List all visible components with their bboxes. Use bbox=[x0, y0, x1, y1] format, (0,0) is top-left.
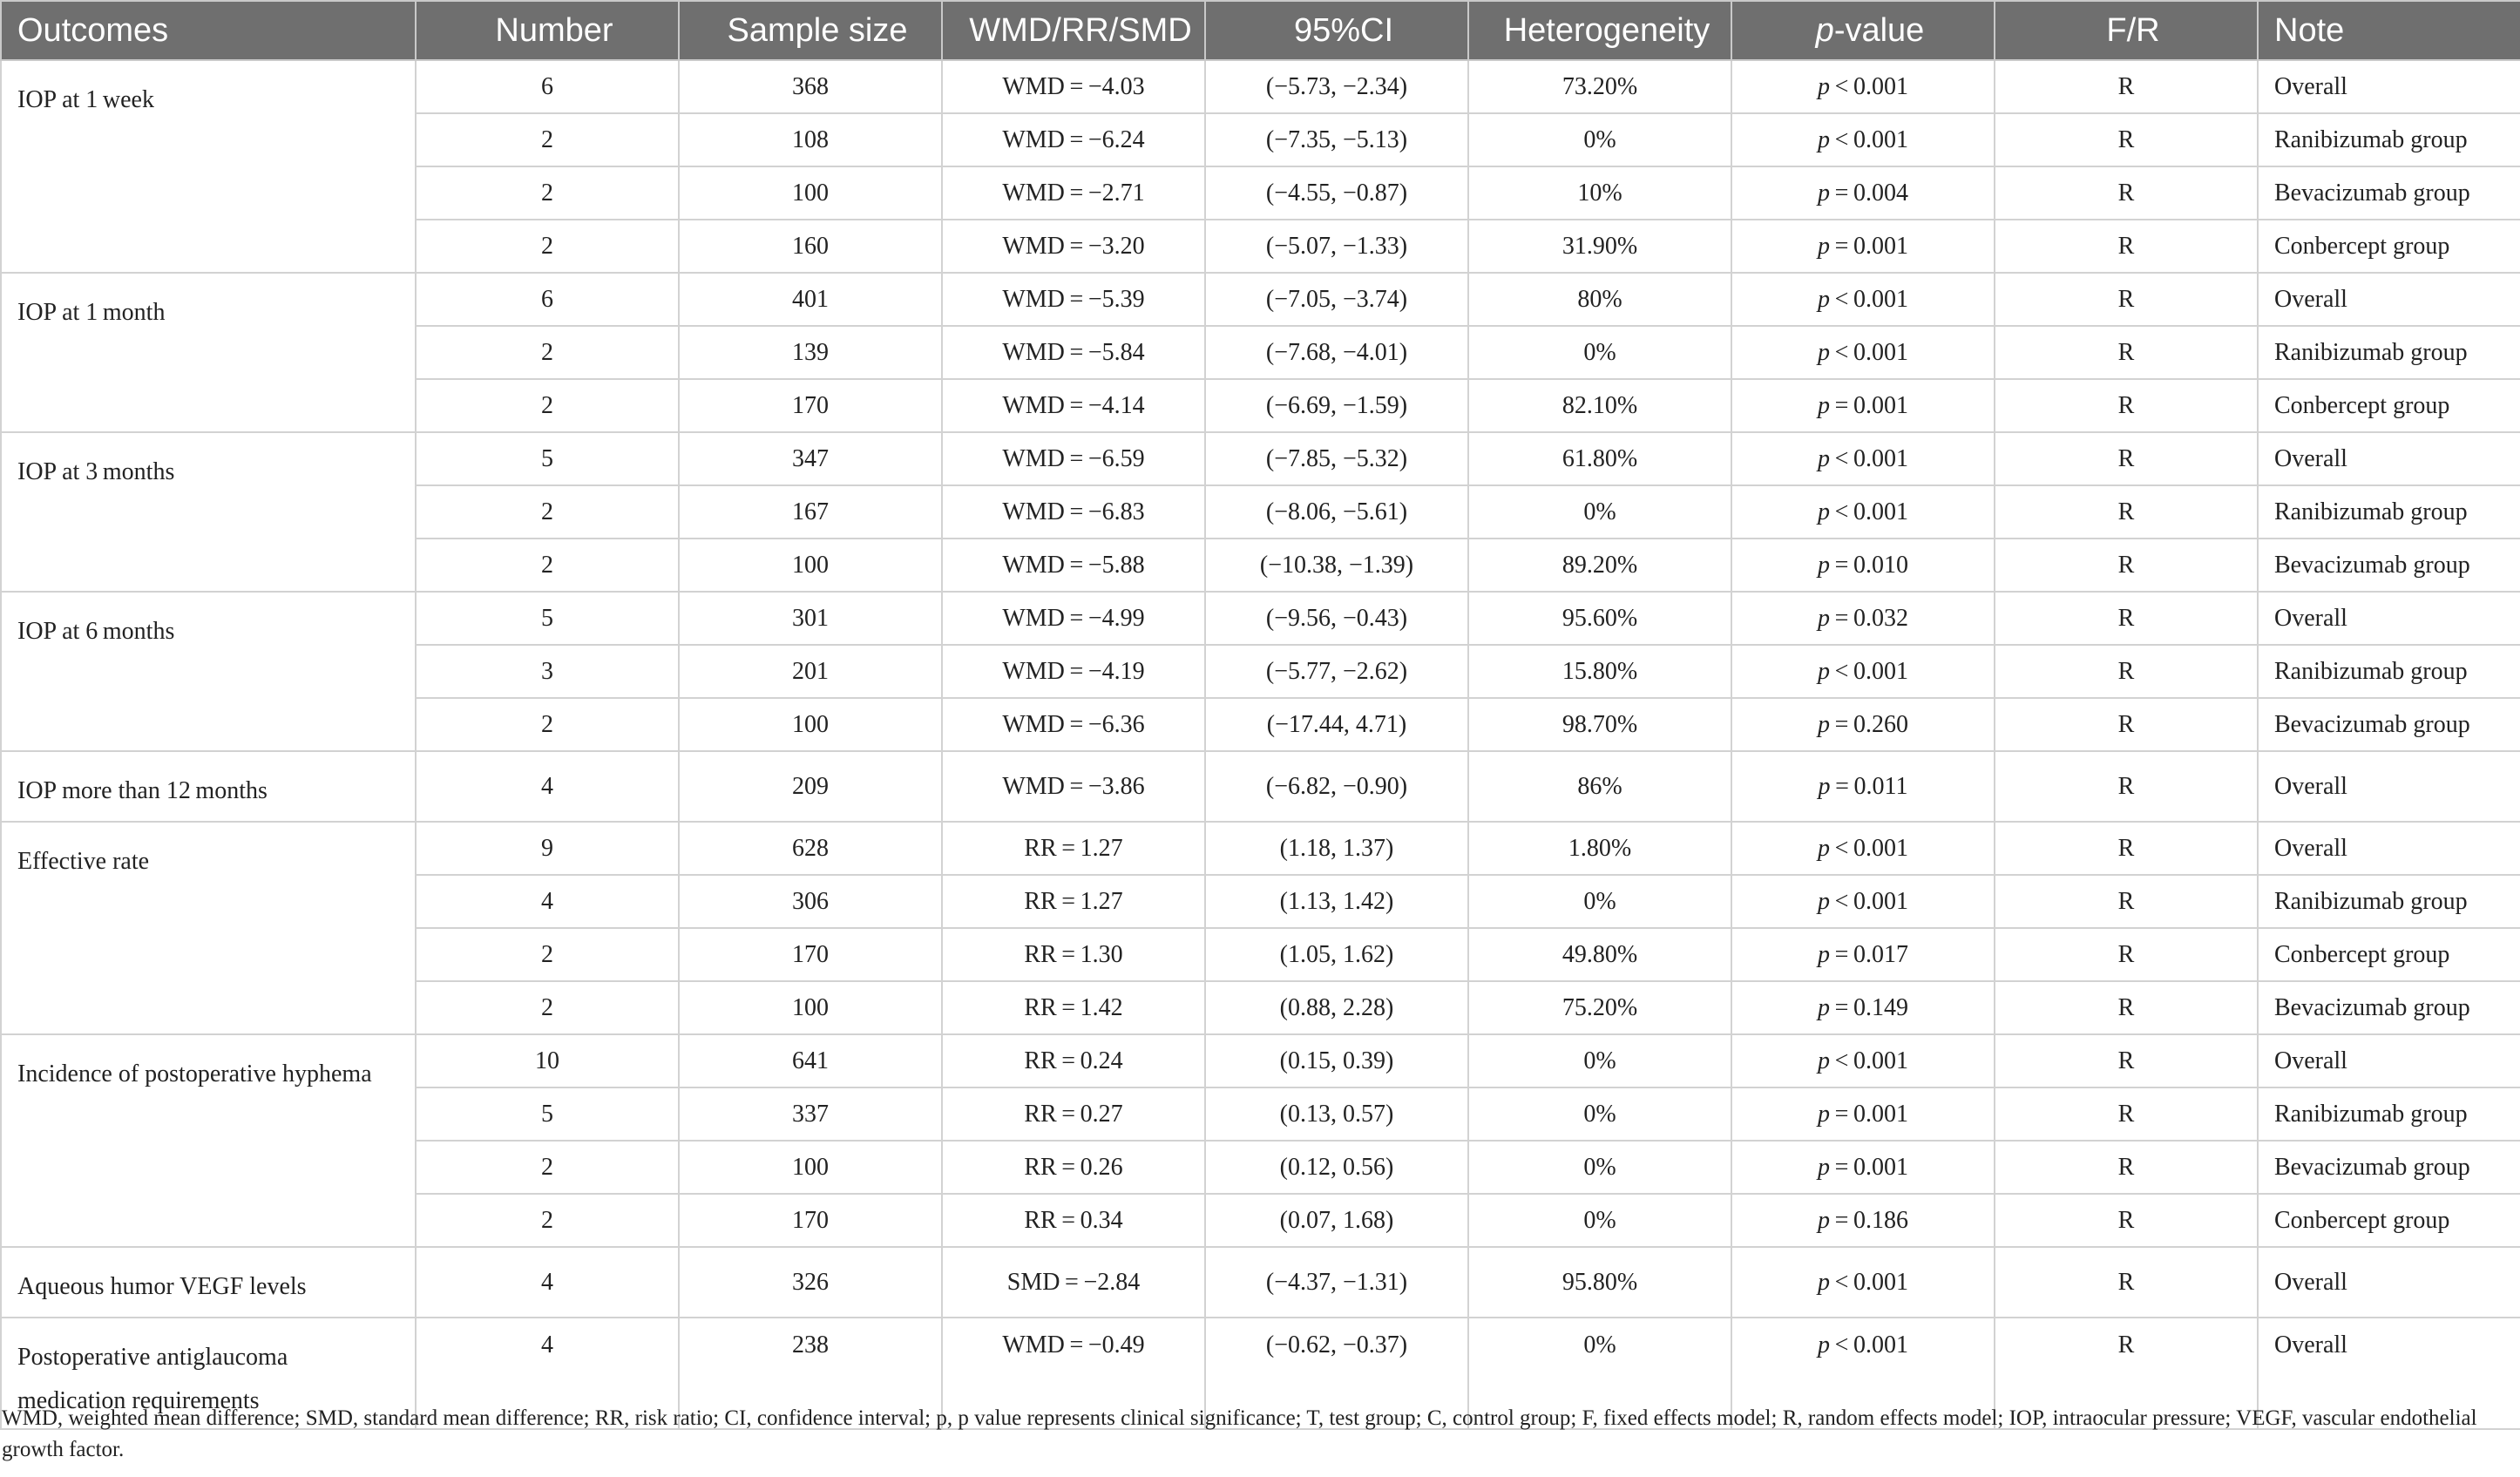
p-symbol: p bbox=[1818, 772, 1831, 800]
p-value-text: < 0.001 bbox=[1829, 72, 1908, 100]
p-symbol: p bbox=[1817, 1268, 1830, 1296]
p-value-cell bbox=[1731, 220, 1995, 273]
effect-cell: WMD = −4.03 bbox=[942, 60, 1205, 113]
note-cell: Overall bbox=[2258, 1034, 2520, 1087]
effect-cell: RR = 1.27 bbox=[942, 822, 1205, 875]
header-p-value bbox=[1731, 1, 1995, 60]
p-symbol: p bbox=[1817, 1206, 1830, 1234]
p-symbol: p bbox=[1817, 179, 1830, 207]
note-cell: Conbercept group bbox=[2258, 1194, 2520, 1247]
fr-cell: R bbox=[1995, 379, 2258, 432]
heterogeneity-cell: 98.70% bbox=[1468, 698, 1731, 751]
number-cell: 2 bbox=[416, 928, 679, 981]
number-cell: 5 bbox=[416, 592, 679, 645]
effect-cell: WMD = −4.14 bbox=[942, 379, 1205, 432]
note-cell: Ranibizumab group bbox=[2258, 1087, 2520, 1141]
table-row bbox=[1, 822, 2520, 875]
sample-size-cell: 100 bbox=[679, 539, 942, 592]
fr-cell: R bbox=[1995, 1247, 2258, 1318]
ci-cell: (1.05, 1.62) bbox=[1205, 928, 1468, 981]
p-value-text: = 0.001 bbox=[1829, 391, 1908, 419]
ci-cell: (0.13, 0.57) bbox=[1205, 1087, 1468, 1141]
p-value-cell bbox=[1731, 326, 1995, 379]
note-cell: Bevacizumab group bbox=[2258, 981, 2520, 1034]
heterogeneity-cell: 31.90% bbox=[1468, 220, 1731, 273]
fr-cell: R bbox=[1995, 645, 2258, 698]
p-value-text: = 0.011 bbox=[1830, 772, 1908, 800]
p-value-text: = 0.149 bbox=[1829, 993, 1908, 1021]
sample-size-cell: 347 bbox=[679, 432, 942, 485]
ci-cell: (−4.55, −0.87) bbox=[1205, 166, 1468, 220]
fr-cell: R bbox=[1995, 1087, 2258, 1141]
fr-cell: R bbox=[1995, 751, 2258, 822]
sample-size-cell: 326 bbox=[679, 1247, 942, 1318]
effect-cell: RR = 0.27 bbox=[942, 1087, 1205, 1141]
p-value-cell bbox=[1731, 875, 1995, 928]
effect-cell: WMD = −3.20 bbox=[942, 220, 1205, 273]
number-cell: 4 bbox=[416, 1247, 679, 1318]
heterogeneity-cell: 95.80% bbox=[1468, 1247, 1731, 1318]
fr-cell: R bbox=[1995, 113, 2258, 166]
p-symbol: p bbox=[1817, 1047, 1830, 1074]
note-cell: Overall bbox=[2258, 822, 2520, 875]
note-cell: Bevacizumab group bbox=[2258, 166, 2520, 220]
fr-cell: R bbox=[1995, 485, 2258, 539]
ci-cell: (−5.77, −2.62) bbox=[1205, 645, 1468, 698]
sample-size-cell: 100 bbox=[679, 166, 942, 220]
p-value-cell bbox=[1731, 751, 1995, 822]
number-cell: 2 bbox=[416, 485, 679, 539]
ci-cell: (0.07, 1.68) bbox=[1205, 1194, 1468, 1247]
header-sample-size: Sample size bbox=[679, 1, 942, 60]
p-value-cell bbox=[1731, 60, 1995, 113]
number-cell: 10 bbox=[416, 1034, 679, 1087]
p-value-text: = 0.004 bbox=[1829, 179, 1908, 207]
p-symbol: p bbox=[1817, 657, 1830, 685]
number-cell: 2 bbox=[416, 1141, 679, 1194]
p-value-cell bbox=[1731, 113, 1995, 166]
heterogeneity-cell: 73.20% bbox=[1468, 60, 1731, 113]
p-value-text: < 0.001 bbox=[1829, 498, 1908, 525]
heterogeneity-cell: 86% bbox=[1468, 751, 1731, 822]
fr-cell: R bbox=[1995, 822, 2258, 875]
note-cell: Overall bbox=[2258, 60, 2520, 113]
fr-cell: R bbox=[1995, 432, 2258, 485]
header-effect: WMD/RR/SMD bbox=[942, 1, 1205, 60]
sample-size-cell: 100 bbox=[679, 1141, 942, 1194]
note-cell: Overall bbox=[2258, 273, 2520, 326]
sample-size-cell: 238 bbox=[679, 1318, 942, 1429]
note-cell: Conbercept group bbox=[2258, 220, 2520, 273]
note-cell: Conbercept group bbox=[2258, 379, 2520, 432]
heterogeneity-cell: 0% bbox=[1468, 1034, 1731, 1087]
table-footnote: WMD, weighted mean difference; SMD, standard mean difference; RR, risk ratio; CI, confidence interval; p, p value represents clinical significance; T, test group; C, control group; F, fixed effects model; R, random effects model; IOP, intraocular pressure; VEGF, vascular endothelial growth factor. bbox=[2, 1406, 2477, 1461]
sample-size-cell: 337 bbox=[679, 1087, 942, 1141]
p-symbol: p bbox=[1817, 72, 1830, 100]
note-cell: Bevacizumab group bbox=[2258, 539, 2520, 592]
p-value-text: = 0.017 bbox=[1829, 940, 1908, 968]
header-note: Note bbox=[2258, 1, 2520, 60]
sample-size-cell: 108 bbox=[679, 113, 942, 166]
p-value-cell bbox=[1731, 981, 1995, 1034]
fr-cell: R bbox=[1995, 220, 2258, 273]
fr-cell: R bbox=[1995, 928, 2258, 981]
p-value-cell bbox=[1731, 1247, 1995, 1318]
p-symbol: p bbox=[1817, 940, 1830, 968]
number-cell: 2 bbox=[416, 539, 679, 592]
p-symbol: p bbox=[1817, 285, 1830, 313]
p-value-cell bbox=[1731, 432, 1995, 485]
heterogeneity-cell: 0% bbox=[1468, 1318, 1731, 1429]
heterogeneity-cell: 49.80% bbox=[1468, 928, 1731, 981]
fr-cell: R bbox=[1995, 1141, 2258, 1194]
effect-cell: WMD = −4.19 bbox=[942, 645, 1205, 698]
p-symbol: p bbox=[1817, 1153, 1830, 1181]
p-value-text: = 0.010 bbox=[1829, 551, 1908, 579]
header-fr: F/R bbox=[1995, 1, 2258, 60]
sample-size-cell: 100 bbox=[679, 698, 942, 751]
note-cell: Overall bbox=[2258, 751, 2520, 822]
sample-size-cell: 160 bbox=[679, 220, 942, 273]
p-value-cell bbox=[1731, 273, 1995, 326]
p-value-text: < 0.001 bbox=[1829, 338, 1908, 366]
ci-cell: (−6.82, −0.90) bbox=[1205, 751, 1468, 822]
header-ci: 95%CI bbox=[1205, 1, 1468, 60]
number-cell: 4 bbox=[416, 751, 679, 822]
ci-cell: (−17.44, 4.71) bbox=[1205, 698, 1468, 751]
p-symbol: p bbox=[1817, 887, 1830, 915]
p-symbol: p bbox=[1817, 710, 1830, 738]
effect-cell: RR = 0.26 bbox=[942, 1141, 1205, 1194]
table-row bbox=[1, 432, 2520, 485]
table-row bbox=[1, 60, 2520, 113]
p-value-cell bbox=[1731, 822, 1995, 875]
p-symbol: p bbox=[1817, 993, 1830, 1021]
effect-cell: RR = 1.30 bbox=[942, 928, 1205, 981]
table-body bbox=[1, 60, 2520, 1429]
ci-cell: (−7.68, −4.01) bbox=[1205, 326, 1468, 379]
note-cell: Conbercept group bbox=[2258, 928, 2520, 981]
fr-cell: R bbox=[1995, 1194, 2258, 1247]
outcome-cell: Effective rate bbox=[1, 822, 416, 1034]
effect-cell: RR = 1.27 bbox=[942, 875, 1205, 928]
sample-size-cell: 170 bbox=[679, 928, 942, 981]
heterogeneity-cell: 10% bbox=[1468, 166, 1731, 220]
number-cell: 6 bbox=[416, 60, 679, 113]
p-value-cell bbox=[1731, 379, 1995, 432]
p-value-cell bbox=[1731, 592, 1995, 645]
note-cell: Ranibizumab group bbox=[2258, 645, 2520, 698]
number-cell: 2 bbox=[416, 698, 679, 751]
number-cell: 2 bbox=[416, 166, 679, 220]
table-row bbox=[1, 592, 2520, 645]
note-cell: Overall bbox=[2258, 1247, 2520, 1318]
outcome-cell: Postoperative antiglaucoma medication requirements bbox=[1, 1318, 416, 1429]
outcome-cell: IOP at 3 months bbox=[1, 432, 416, 592]
outcome-cell: IOP at 1 week bbox=[1, 60, 416, 273]
fr-cell: R bbox=[1995, 60, 2258, 113]
p-value-text: = 0.001 bbox=[1829, 1153, 1908, 1181]
p-value-text: < 0.001 bbox=[1829, 444, 1908, 472]
effect-cell: WMD = −5.84 bbox=[942, 326, 1205, 379]
effect-cell: WMD = −0.49 bbox=[942, 1318, 1205, 1429]
effect-cell: WMD = −6.59 bbox=[942, 432, 1205, 485]
note-cell: Overall bbox=[2258, 592, 2520, 645]
p-symbol: p bbox=[1817, 1331, 1830, 1358]
heterogeneity-cell: 15.80% bbox=[1468, 645, 1731, 698]
sample-size-cell: 641 bbox=[679, 1034, 942, 1087]
fr-cell: R bbox=[1995, 592, 2258, 645]
note-cell: Ranibizumab group bbox=[2258, 875, 2520, 928]
sample-size-cell: 167 bbox=[679, 485, 942, 539]
number-cell: 6 bbox=[416, 273, 679, 326]
header-number: Number bbox=[416, 1, 679, 60]
p-value-text: = 0.001 bbox=[1829, 232, 1908, 260]
p-symbol: p bbox=[1817, 125, 1830, 153]
number-cell: 2 bbox=[416, 379, 679, 432]
p-value-cell bbox=[1731, 645, 1995, 698]
table-row bbox=[1, 273, 2520, 326]
fr-cell: R bbox=[1995, 1034, 2258, 1087]
ci-cell: (−0.62, −0.37) bbox=[1205, 1318, 1468, 1429]
effect-cell: WMD = −6.83 bbox=[942, 485, 1205, 539]
fr-cell: R bbox=[1995, 875, 2258, 928]
p-value-text: = 0.032 bbox=[1829, 604, 1908, 632]
effect-cell: SMD = −2.84 bbox=[942, 1247, 1205, 1318]
fr-cell: R bbox=[1995, 698, 2258, 751]
p-symbol: p bbox=[1817, 391, 1830, 419]
number-cell: 5 bbox=[416, 432, 679, 485]
p-value-cell bbox=[1731, 928, 1995, 981]
p-value-text: < 0.001 bbox=[1829, 1268, 1908, 1296]
effect-cell: WMD = −6.24 bbox=[942, 113, 1205, 166]
table-row bbox=[1, 1247, 2520, 1318]
p-value-cell bbox=[1731, 166, 1995, 220]
p-symbol: p bbox=[1817, 444, 1830, 472]
p-value-text: = 0.001 bbox=[1829, 1100, 1908, 1128]
fr-cell: R bbox=[1995, 539, 2258, 592]
ci-cell: (−7.35, −5.13) bbox=[1205, 113, 1468, 166]
table-row bbox=[1, 751, 2520, 822]
sample-size-cell: 170 bbox=[679, 379, 942, 432]
table-row bbox=[1, 1034, 2520, 1087]
p-value-text: < 0.001 bbox=[1829, 887, 1908, 915]
ci-cell: (−8.06, −5.61) bbox=[1205, 485, 1468, 539]
sample-size-cell: 301 bbox=[679, 592, 942, 645]
p-value-cell bbox=[1731, 1194, 1995, 1247]
sample-size-cell: 139 bbox=[679, 326, 942, 379]
sample-size-cell: 628 bbox=[679, 822, 942, 875]
note-cell: Ranibizumab group bbox=[2258, 326, 2520, 379]
number-cell: 3 bbox=[416, 645, 679, 698]
ci-cell: (0.12, 0.56) bbox=[1205, 1141, 1468, 1194]
ci-cell: (−6.69, −1.59) bbox=[1205, 379, 1468, 432]
outcome-cell: IOP at 1 month bbox=[1, 273, 416, 432]
header-heterogeneity: Heterogeneity bbox=[1468, 1, 1731, 60]
heterogeneity-cell: 75.20% bbox=[1468, 981, 1731, 1034]
p-value-text: = 0.260 bbox=[1829, 710, 1908, 738]
p-value-cell bbox=[1731, 1034, 1995, 1087]
note-cell: Overall bbox=[2258, 1318, 2520, 1429]
note-cell: Bevacizumab group bbox=[2258, 1141, 2520, 1194]
heterogeneity-cell: 0% bbox=[1468, 485, 1731, 539]
p-symbol: p bbox=[1817, 604, 1830, 632]
p-value-text: < 0.001 bbox=[1829, 1047, 1908, 1074]
heterogeneity-cell: 95.60% bbox=[1468, 592, 1731, 645]
note-cell: Ranibizumab group bbox=[2258, 113, 2520, 166]
sample-size-cell: 368 bbox=[679, 60, 942, 113]
effect-cell: WMD = −2.71 bbox=[942, 166, 1205, 220]
heterogeneity-cell: 1.80% bbox=[1468, 822, 1731, 875]
fr-cell: R bbox=[1995, 981, 2258, 1034]
ci-cell: (1.18, 1.37) bbox=[1205, 822, 1468, 875]
effect-cell: WMD = −5.88 bbox=[942, 539, 1205, 592]
header-outcomes: Outcomes bbox=[1, 1, 416, 60]
note-cell: Overall bbox=[2258, 432, 2520, 485]
effect-cell: WMD = −3.86 bbox=[942, 751, 1205, 822]
sample-size-cell: 201 bbox=[679, 645, 942, 698]
outcome-cell: Incidence of postoperative hyphema bbox=[1, 1034, 416, 1247]
header-p-italic: p bbox=[1815, 11, 1834, 49]
number-cell: 2 bbox=[416, 1194, 679, 1247]
heterogeneity-cell: 0% bbox=[1468, 326, 1731, 379]
sample-size-cell: 401 bbox=[679, 273, 942, 326]
number-cell: 2 bbox=[416, 981, 679, 1034]
note-cell: Bevacizumab group bbox=[2258, 698, 2520, 751]
ci-cell: (0.88, 2.28) bbox=[1205, 981, 1468, 1034]
outcome-cell: Aqueous humor VEGF levels bbox=[1, 1247, 416, 1318]
effect-cell: WMD = −4.99 bbox=[942, 592, 1205, 645]
fr-cell: R bbox=[1995, 326, 2258, 379]
heterogeneity-cell: 0% bbox=[1468, 875, 1731, 928]
ci-cell: (−5.73, −2.34) bbox=[1205, 60, 1468, 113]
heterogeneity-cell: 89.20% bbox=[1468, 539, 1731, 592]
effect-cell: RR = 1.42 bbox=[942, 981, 1205, 1034]
ci-cell: (0.15, 0.39) bbox=[1205, 1034, 1468, 1087]
sample-size-cell: 209 bbox=[679, 751, 942, 822]
ci-cell: (1.13, 1.42) bbox=[1205, 875, 1468, 928]
sample-size-cell: 170 bbox=[679, 1194, 942, 1247]
p-value-cell bbox=[1731, 539, 1995, 592]
p-symbol: p bbox=[1817, 551, 1830, 579]
outcome-cell: IOP at 6 months bbox=[1, 592, 416, 751]
p-value-text: = 0.186 bbox=[1829, 1206, 1908, 1234]
p-value-cell bbox=[1731, 1141, 1995, 1194]
number-cell: 2 bbox=[416, 220, 679, 273]
ci-cell: (−9.56, −0.43) bbox=[1205, 592, 1468, 645]
heterogeneity-cell: 80% bbox=[1468, 273, 1731, 326]
ci-cell: (−7.85, −5.32) bbox=[1205, 432, 1468, 485]
heterogeneity-cell: 0% bbox=[1468, 1087, 1731, 1141]
effect-cell: RR = 0.34 bbox=[942, 1194, 1205, 1247]
p-symbol: p bbox=[1817, 232, 1830, 260]
heterogeneity-cell: 0% bbox=[1468, 1141, 1731, 1194]
p-symbol: p bbox=[1817, 1100, 1830, 1128]
fr-cell: R bbox=[1995, 1318, 2258, 1429]
heterogeneity-cell: 61.80% bbox=[1468, 432, 1731, 485]
heterogeneity-cell: 82.10% bbox=[1468, 379, 1731, 432]
heterogeneity-cell: 0% bbox=[1468, 113, 1731, 166]
p-symbol: p bbox=[1817, 834, 1830, 862]
ci-cell: (−4.37, −1.31) bbox=[1205, 1247, 1468, 1318]
outcome-cell: IOP more than 12 months bbox=[1, 751, 416, 822]
number-cell: 5 bbox=[416, 1087, 679, 1141]
sample-size-cell: 306 bbox=[679, 875, 942, 928]
p-symbol: p bbox=[1817, 338, 1830, 366]
p-value-cell bbox=[1731, 1087, 1995, 1141]
number-cell: 4 bbox=[416, 1318, 679, 1429]
p-value-text: < 0.001 bbox=[1829, 834, 1908, 862]
ci-cell: (−10.38, −1.39) bbox=[1205, 539, 1468, 592]
p-value-text: < 0.001 bbox=[1829, 657, 1908, 685]
effect-cell: WMD = −6.36 bbox=[942, 698, 1205, 751]
p-value-text: < 0.001 bbox=[1829, 125, 1908, 153]
ci-cell: (−7.05, −3.74) bbox=[1205, 273, 1468, 326]
p-value-text: < 0.001 bbox=[1829, 1331, 1908, 1358]
heterogeneity-cell: 0% bbox=[1468, 1194, 1731, 1247]
note-cell: Ranibizumab group bbox=[2258, 485, 2520, 539]
effect-cell: WMD = −5.39 bbox=[942, 273, 1205, 326]
number-cell: 2 bbox=[416, 113, 679, 166]
header-row bbox=[1, 1, 2520, 60]
number-cell: 4 bbox=[416, 875, 679, 928]
number-cell: 2 bbox=[416, 326, 679, 379]
p-symbol: p bbox=[1817, 498, 1830, 525]
p-value-cell bbox=[1731, 485, 1995, 539]
number-cell: 9 bbox=[416, 822, 679, 875]
effect-cell: RR = 0.24 bbox=[942, 1034, 1205, 1087]
fr-cell: R bbox=[1995, 166, 2258, 220]
p-value-text: < 0.001 bbox=[1829, 285, 1908, 313]
sample-size-cell: 100 bbox=[679, 981, 942, 1034]
p-value-cell bbox=[1731, 698, 1995, 751]
header-p-rest: -value bbox=[1833, 11, 1925, 49]
fr-cell: R bbox=[1995, 273, 2258, 326]
ci-cell: (−5.07, −1.33) bbox=[1205, 220, 1468, 273]
